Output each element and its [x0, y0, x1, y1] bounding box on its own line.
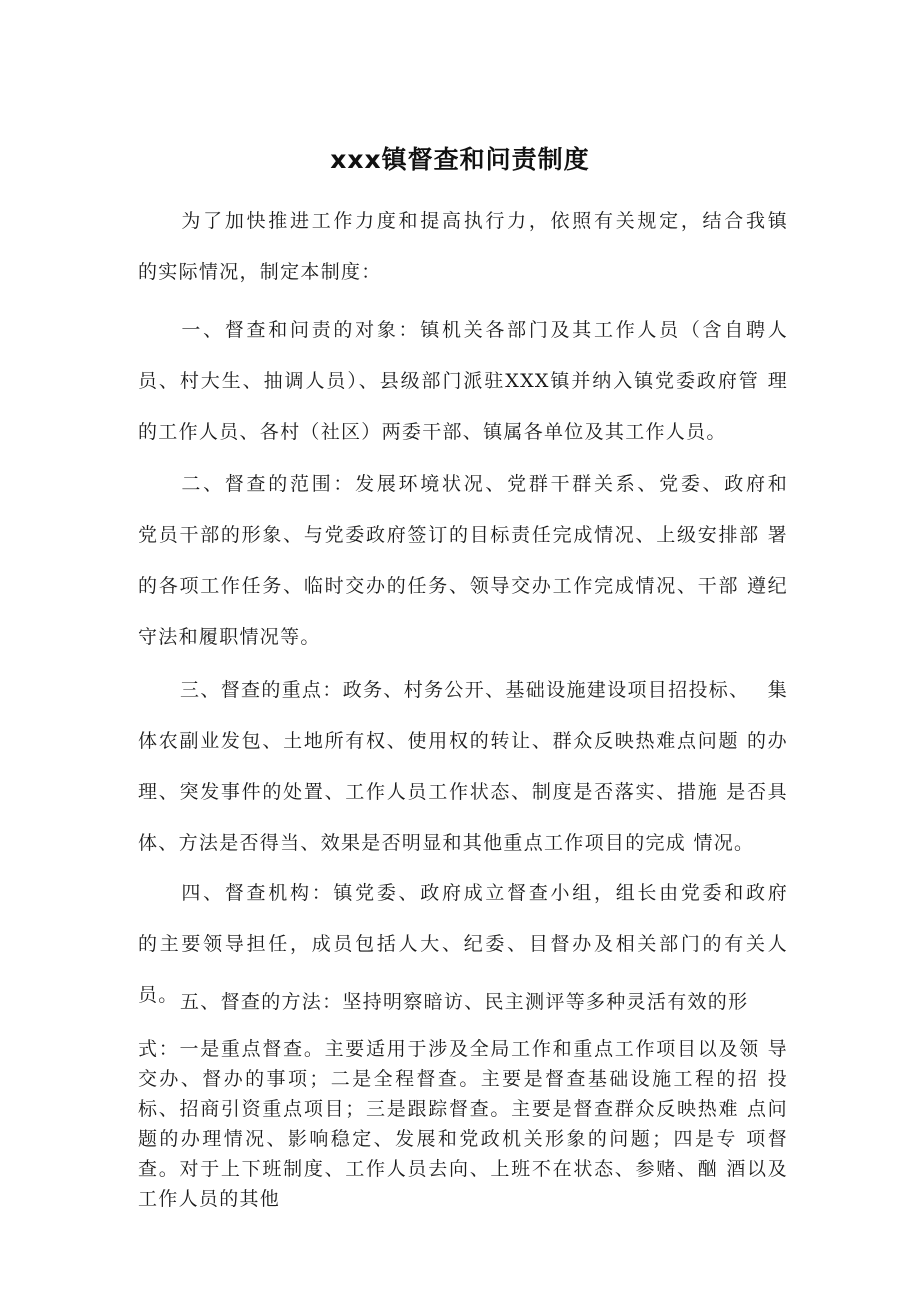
paragraph-text: 为了加快推进工作力度和提高执行力，依照有关规定，结合我镇 的实际情况，制定本制度： — [138, 210, 816, 283]
paragraph-section-1 — [138, 305, 809, 458]
paragraph-section-5-heading — [138, 977, 788, 1028]
document-title: xxx镇督查和问责制度 — [330, 145, 590, 174]
paragraph-section-3 — [138, 665, 788, 869]
paragraph-intro — [138, 196, 816, 298]
paragraph-text: 五、督查的方法：坚持明察暗访、民主测评等多种灵活有效的形 — [180, 991, 749, 1013]
paragraph-text: 一、督查和问责的对象：镇机关各部门及其工作人员（含自聘人 员、村大生、抽调人员）、县级部门派驻XXX镇并纳入镇党委政府管 理的工作人员、各村（社区）两委干部、镇属各单位及其工作人员。 — [138, 319, 809, 443]
paragraph-text: 三、督查的重点：政务、村务公开、基础设施建设项目招投标、 集体农副业发包、土地所有权、使用权的转让、群众反映热难点问题 的办理、突发事件的处置、工作人员工作状态、制度是否落实、措施 是否具体、方法是否得当、效果是否明显和其他重点工作项目的完成 情况。 — [138, 679, 788, 854]
paragraph-section-5-body: 式：一是重点督查。主要适用于涉及全局工作和重点工作项目以及领 导交办、督办的事项；二是全程督查。主要是督查基础设施工程的招 投标、招商引资重点项目；三是跟踪督查。主要是督查群众反映热难 点问题的办理情况、影响稳定、发展和党政机关形象的问题；四是专 项督查。对于上下班制度、工作人员去向、上班不在状态、参赌、酗 酒以及工作人员的其他 — [138, 1038, 788, 1210]
paragraph-text: 四、督查机构：镇党委、政府成立督查小组，组长由党委和政府 的主要领导担任，成员包括人大、纪委、目督办及相关部门的有关人 员。 — [138, 882, 816, 1006]
paragraph-text: 二、督查的范围：发展环境状况、党群干群关系、党委、政府和 党员干部的形象、与党委政府签订的目标责任完成情况、上级安排部 署的各项工作任务、临时交办的任务、领导交办工作完成情况、干部 遵纪守法和履职情况等。 — [138, 473, 816, 648]
paragraph-section-2 — [138, 459, 816, 663]
